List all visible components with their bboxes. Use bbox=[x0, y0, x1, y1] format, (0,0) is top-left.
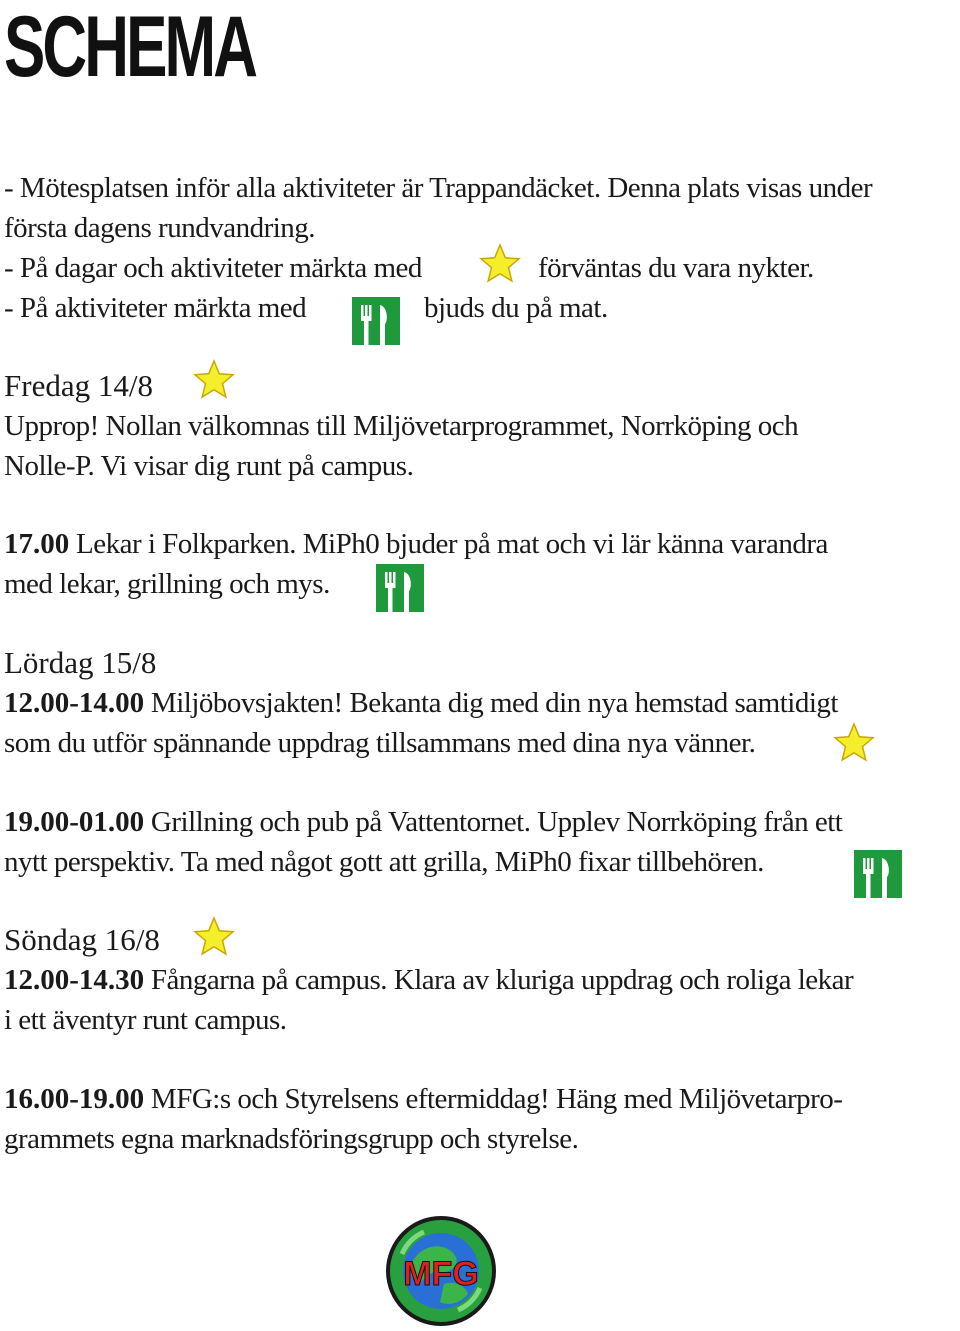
sunday-event-1-line-2: i ett äventyr runt campus. bbox=[4, 1004, 287, 1036]
mfg-logo bbox=[384, 1214, 498, 1328]
friday-event-1-line-2: med lekar, grillning och mys. bbox=[4, 568, 330, 600]
event-time: 17.00 bbox=[4, 528, 70, 560]
intro-line-4a: - På aktiviteter märkta med bbox=[4, 292, 307, 324]
friday-event-1-line-1 bbox=[4, 524, 828, 564]
star-icon bbox=[192, 359, 236, 401]
saturday-event-1-line-1 bbox=[4, 683, 838, 723]
intro-line-2: första dagens rundvandring. bbox=[4, 212, 316, 244]
food-icon bbox=[376, 564, 424, 612]
sunday-event-2-line-2: grammets egna marknadsföringsgrupp och styrelse. bbox=[4, 1123, 579, 1155]
sunday-heading: Söndag 16/8 bbox=[4, 922, 160, 957]
event-time: 12.00-14.30 bbox=[4, 964, 145, 996]
star-icon bbox=[192, 916, 236, 958]
logo-text: MFG bbox=[403, 1255, 479, 1293]
event-text: MFG:s och Styrelsens eftermiddag! Häng med Miljövetarpro- bbox=[144, 1083, 843, 1115]
intro-line-3b: förväntas du vara nykter. bbox=[538, 252, 814, 284]
intro-line-4b: bjuds du på mat. bbox=[424, 292, 608, 324]
sunday-event-2-line-1 bbox=[4, 1079, 842, 1119]
friday-heading: Fredag 14/8 bbox=[4, 368, 153, 403]
event-time: 19.00-01.00 bbox=[4, 806, 145, 838]
friday-upprop-line-1: Upprop! Nollan välkomnas till Miljövetarprogrammet, Norrköping och bbox=[4, 410, 799, 442]
star-icon bbox=[832, 722, 876, 764]
intro-line-3a: - På dagar och aktiviteter märkta med bbox=[4, 252, 422, 284]
food-icon bbox=[854, 850, 902, 898]
event-text: Fångarna på campus. Klara av kluriga uppdrag och roliga lekar bbox=[144, 964, 854, 996]
intro-line-1: - Mötesplatsen inför alla aktiviteter är Trappandäcket. Denna plats visas under bbox=[4, 172, 873, 204]
event-time: 16.00-19.00 bbox=[4, 1083, 145, 1115]
event-text: Lekar i Folkparken. MiPh0 bjuder på mat och vi lär känna varandra bbox=[69, 528, 828, 560]
saturday-heading: Lördag 15/8 bbox=[4, 645, 157, 680]
star-icon bbox=[478, 243, 522, 285]
sunday-event-1-line-1 bbox=[4, 960, 853, 1000]
event-text: Miljöbovsjakten! Bekanta dig med din nya hemstad samtidigt bbox=[144, 687, 838, 719]
saturday-event-1-line-2: som du utför spännande uppdrag tillsammans med dina nya vänner. bbox=[4, 727, 756, 759]
event-time: 12.00-14.00 bbox=[4, 687, 145, 719]
saturday-event-2-line-1 bbox=[4, 802, 842, 842]
food-icon bbox=[352, 297, 400, 345]
page-title: SCHEMA bbox=[4, 0, 256, 95]
friday-upprop-line-2: Nolle-P. Vi visar dig runt på campus. bbox=[4, 450, 414, 482]
saturday-event-2-line-2: nytt perspektiv. Ta med något gott att grilla, MiPh0 fixar tillbehören. bbox=[4, 846, 764, 878]
event-text: Grillning och pub på Vattentornet. Upplev Norrköping från ett bbox=[144, 806, 843, 838]
